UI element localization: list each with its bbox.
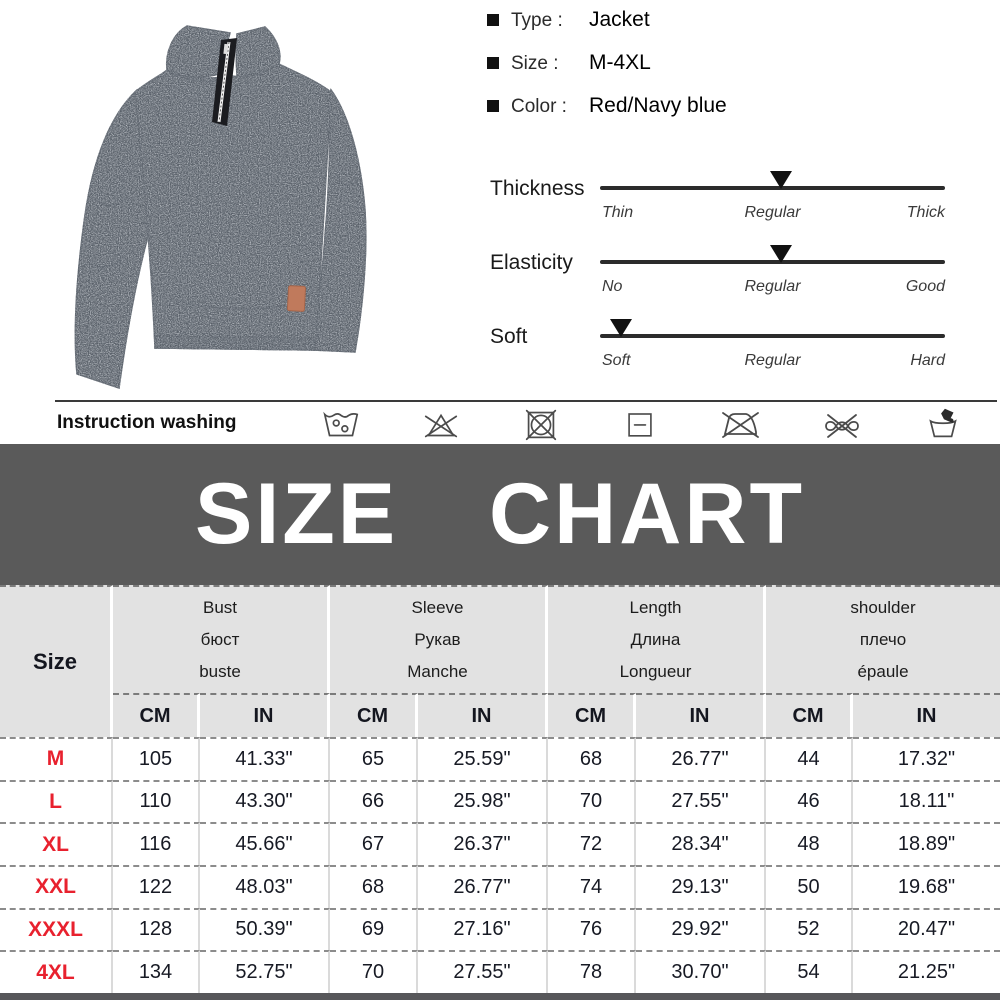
measurement-cell: 52 (766, 908, 853, 951)
measurement-cell: 26.37" (418, 822, 548, 865)
unit-header-cell: IN (636, 693, 766, 737)
scale-row-soft (487, 320, 1000, 394)
measurement-cell: 50 (766, 865, 853, 908)
unit-header-cell: CM (330, 693, 418, 737)
measurement-cell: 69 (330, 908, 418, 951)
measurement-cell: 21.25" (853, 950, 1000, 993)
unit-header-cell: IN (853, 693, 1000, 737)
size-row-label: XXL (0, 865, 113, 908)
scale-name: Thickness (490, 177, 585, 200)
measurement-cell: 66 (330, 780, 418, 823)
scale-tick-labels (600, 352, 945, 372)
measurement-cell: 70 (548, 780, 636, 823)
sweater-hem (155, 336, 315, 350)
product-detail-row (487, 51, 727, 75)
measurement-cell: 25.59" (418, 737, 548, 780)
unit-header-cell: CM (766, 693, 853, 737)
measurement-cell: 48 (766, 822, 853, 865)
product-photo (15, 0, 465, 400)
measure-name-ru: плечо (859, 630, 907, 649)
detail-value: M-4XL (589, 51, 651, 74)
measurement-cell: 25.98" (418, 780, 548, 823)
measurement-cell: 27.55" (636, 780, 766, 823)
measurement-cell: 20.47" (853, 908, 1000, 951)
measurement-cell: 48.03" (200, 865, 330, 908)
measurement-cell: 52.75" (200, 950, 330, 993)
do-not-bleach-icon (420, 406, 462, 442)
measurement-cell: 44 (766, 737, 853, 780)
measurement-cell: 70 (330, 950, 418, 993)
scale-line (600, 334, 945, 338)
detail-value: Jacket (589, 8, 650, 31)
measure-name-ru: Длина (630, 630, 681, 649)
measure-name-en: Sleeve (411, 598, 464, 617)
measurement-cell: 26.77" (418, 865, 548, 908)
scale-marker-icon (610, 319, 632, 337)
unit-header-cell: IN (418, 693, 548, 737)
measure-name-ru: Рукав (414, 630, 461, 649)
measurement-cell: 18.11" (853, 780, 1000, 823)
measure-name-ru: бюст (200, 630, 240, 649)
measurement-cell: 46 (766, 780, 853, 823)
dry-flat-icon (620, 406, 660, 442)
measure-group-header (330, 585, 548, 693)
scale-tick-labels (600, 204, 945, 224)
detail-label: Color : (511, 96, 567, 117)
washing-instructions (0, 404, 1000, 444)
scale-left-label: No (602, 278, 623, 295)
size-chart-title: SIZE CHART (195, 466, 805, 562)
scale-mid-label: Regular (744, 204, 801, 221)
scale-track (600, 186, 945, 190)
scale-right-label: Thick (906, 204, 945, 221)
measurement-cell: 28.34" (636, 822, 766, 865)
measurement-cell: 105 (113, 737, 200, 780)
measure-name-fr: épaule (857, 662, 909, 681)
measurement-cell: 43.30" (200, 780, 330, 823)
measurement-cell: 74 (548, 865, 636, 908)
product-detail-row (487, 8, 727, 32)
measurement-cell: 116 (113, 822, 200, 865)
divider (55, 400, 997, 402)
size-column-header: Size (0, 585, 113, 737)
unit-header-cell: IN (200, 693, 330, 737)
size-row-label: XL (0, 822, 113, 865)
measurement-cell: 29.92" (636, 908, 766, 951)
scale-mid-label: Regular (744, 352, 801, 369)
scale-track (600, 334, 945, 338)
attribute-scales (487, 172, 1000, 400)
measurement-cell: 76 (548, 908, 636, 951)
measurement-cell: 65 (330, 737, 418, 780)
detail-value: Red/Navy blue (589, 94, 727, 117)
measurement-cell: 50.39" (200, 908, 330, 951)
bullet-icon (487, 14, 499, 26)
measurement-cell: 45.66" (200, 822, 330, 865)
measurement-cell: 78 (548, 950, 636, 993)
hand-wash-icon (922, 406, 964, 442)
size-row-label: M (0, 737, 113, 780)
measurement-cell: 17.32" (853, 737, 1000, 780)
bullet-icon (487, 57, 499, 69)
measurement-cell: 27.55" (418, 950, 548, 993)
do-not-iron-icon (718, 406, 762, 442)
size-row-label: XXXL (0, 908, 113, 951)
detail-label: Size : (511, 53, 559, 74)
do-not-tumble-dry-icon (520, 406, 562, 442)
washing-icons (320, 404, 964, 444)
size-row-label: L (0, 780, 113, 823)
size-chart-table (0, 585, 1000, 993)
measure-name-fr: buste (199, 662, 241, 681)
product-details (487, 8, 727, 137)
measurement-cell: 19.68" (853, 865, 1000, 908)
scale-tick-labels (600, 278, 945, 298)
measure-name-fr: Manche (407, 662, 468, 681)
measure-name-fr: Longueur (619, 662, 692, 681)
brand-patch (287, 286, 305, 312)
scale-track (600, 260, 945, 264)
measure-name-en: shoulder (850, 598, 916, 617)
measurement-cell: 18.89" (853, 822, 1000, 865)
unit-header-cell: CM (113, 693, 200, 737)
measure-group-header (113, 585, 330, 693)
measure-group-header (548, 585, 766, 693)
scale-row-thickness (487, 172, 1000, 246)
gentle-wash-icon (320, 406, 362, 442)
measurement-cell: 54 (766, 950, 853, 993)
scale-left-label: Thin (602, 204, 634, 221)
bottom-strip (0, 993, 1000, 1000)
scale-right-label: Hard (910, 352, 945, 369)
unit-header-cell: CM (548, 693, 636, 737)
measurement-cell: 67 (330, 822, 418, 865)
measure-group-header (766, 585, 1000, 693)
measurement-cell: 41.33" (200, 737, 330, 780)
scale-left-label: Soft (602, 352, 631, 369)
do-not-wring-icon (820, 406, 864, 442)
measurement-cell: 30.70" (636, 950, 766, 993)
measurement-cell: 68 (548, 737, 636, 780)
measurement-cell: 26.77" (636, 737, 766, 780)
measurement-cell: 68 (330, 865, 418, 908)
scale-row-elasticity (487, 246, 1000, 320)
bullet-icon (487, 100, 499, 112)
measurement-cell: 134 (113, 950, 200, 993)
measure-name-en: Bust (202, 598, 238, 617)
product-detail-row (487, 94, 727, 118)
size-row-label: 4XL (0, 950, 113, 993)
scale-marker-icon (770, 171, 792, 189)
measurement-cell: 72 (548, 822, 636, 865)
washing-label: Instruction washing (57, 412, 237, 433)
measurement-cell: 27.16" (418, 908, 548, 951)
scale-name: Soft (490, 325, 528, 348)
measurement-cell: 110 (113, 780, 200, 823)
size-chart-banner (0, 444, 1000, 585)
measurement-cell: 128 (113, 908, 200, 951)
detail-label: Type : (511, 10, 563, 31)
measurement-cell: 29.13" (636, 865, 766, 908)
measure-name-en: Length (629, 598, 682, 617)
scale-name: Elasticity (490, 251, 573, 274)
scale-marker-icon (770, 245, 792, 263)
scale-right-label: Good (905, 278, 945, 295)
measurement-cell: 122 (113, 865, 200, 908)
scale-mid-label: Regular (744, 278, 801, 295)
